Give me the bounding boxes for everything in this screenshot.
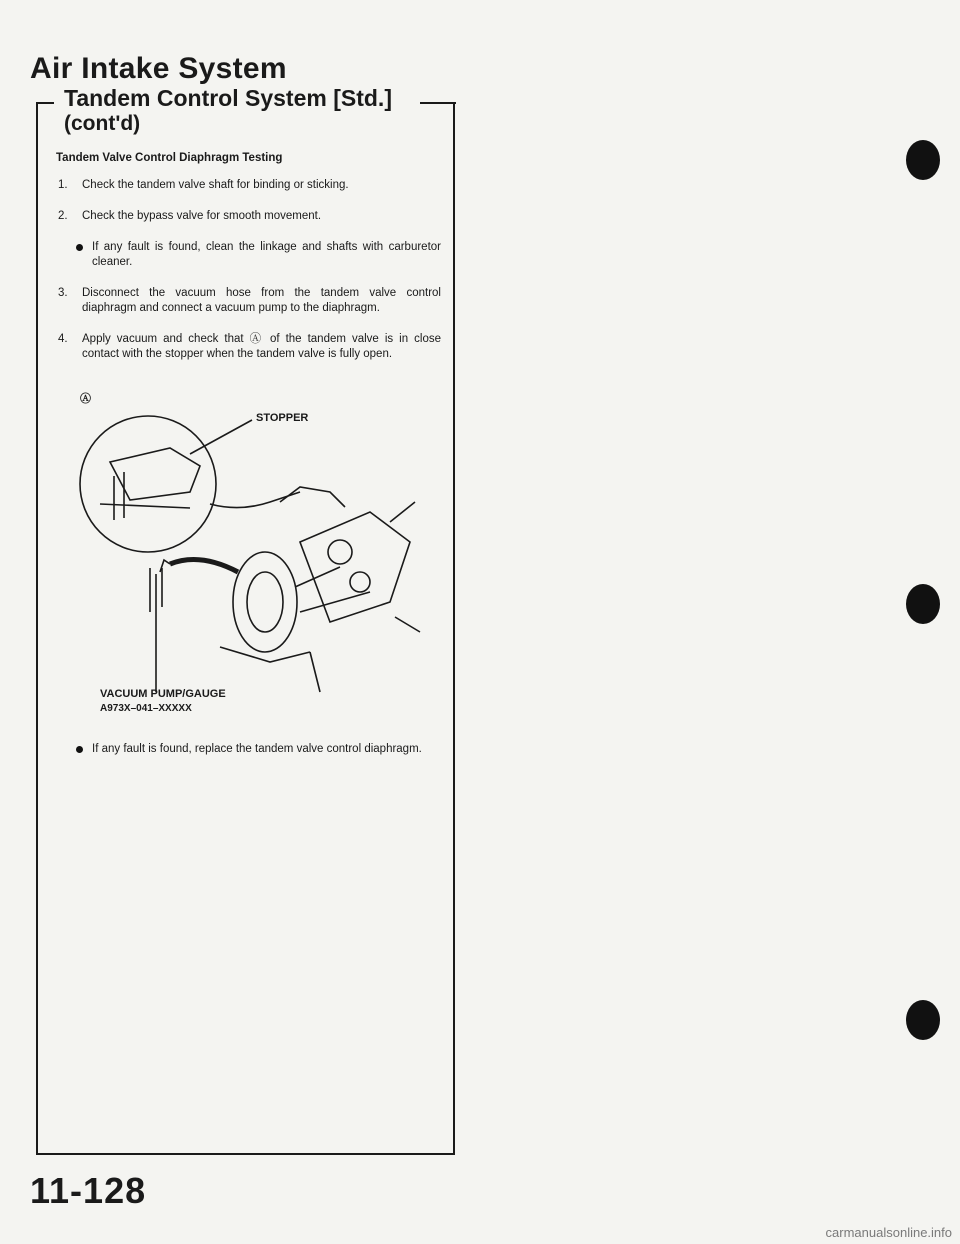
- step-number: 2.: [58, 210, 68, 222]
- binder-hole-icon: [906, 140, 940, 180]
- binder-hole-icon: [906, 584, 940, 624]
- step-3: [56, 286, 441, 316]
- step-1: [56, 178, 441, 193]
- stopper-leader-line: [190, 420, 252, 454]
- step-text: Apply vacuum and check that Ⓐ of the tandem valve is in close contact with the stopper when the tandem valve is fully open.: [82, 333, 441, 360]
- binder-hole-icon: [906, 1000, 940, 1040]
- step-text: Disconnect the vacuum hose from the tandem valve control diaphragm and connect a vacuum pump to the diaphragm.: [82, 287, 441, 314]
- throttle-body: [300, 512, 410, 622]
- label-vacuum-pump: VACUUM PUMP/GAUGE: [100, 688, 226, 700]
- procedure-content: [56, 152, 441, 378]
- step-number: 3.: [58, 287, 68, 299]
- step-text: Check the bypass valve for smooth movement.: [82, 210, 322, 222]
- section-continued: (cont'd): [64, 112, 141, 135]
- step-4: [56, 332, 441, 362]
- section-title: Tandem Control System [Std.]: [64, 85, 392, 111]
- procedure-subheading: Tandem Valve Control Diaphragm Testing: [56, 152, 283, 164]
- step-text: Check the tandem valve shaft for binding or sticking.: [82, 179, 349, 191]
- diaphragm-test-figure: [70, 392, 430, 722]
- diaphragm-illustration: [70, 392, 430, 722]
- page-title: Air Intake System: [30, 52, 287, 85]
- diaphragm-body: [233, 552, 297, 652]
- label-stopper: STOPPER: [256, 412, 309, 424]
- bullet-note-replace: [74, 742, 444, 757]
- page-number: 11-128: [30, 1170, 147, 1211]
- label-a: Ⓐ: [80, 393, 91, 405]
- bullet-dot-icon: [76, 244, 83, 251]
- bullet-note-replace-wrap: [74, 742, 444, 773]
- bullet-text: If any fault is found, clean the linkage and shafts with carburetor cleaner.: [92, 241, 441, 268]
- step-number: 4.: [58, 333, 68, 345]
- bullet-dot-icon: [76, 746, 83, 753]
- detail-circle: [80, 416, 216, 552]
- watermark-text: carmanualsonline.info: [825, 1225, 952, 1240]
- vacuum-hose: [170, 560, 238, 573]
- step-number: 1.: [58, 179, 68, 191]
- step-2: [56, 209, 441, 224]
- label-vacuum-pump-part: A973X–041–XXXXX: [100, 703, 192, 714]
- bullet-text: If any fault is found, replace the tandem valve control diaphragm.: [92, 743, 422, 755]
- bullet-note-clean: [74, 240, 441, 270]
